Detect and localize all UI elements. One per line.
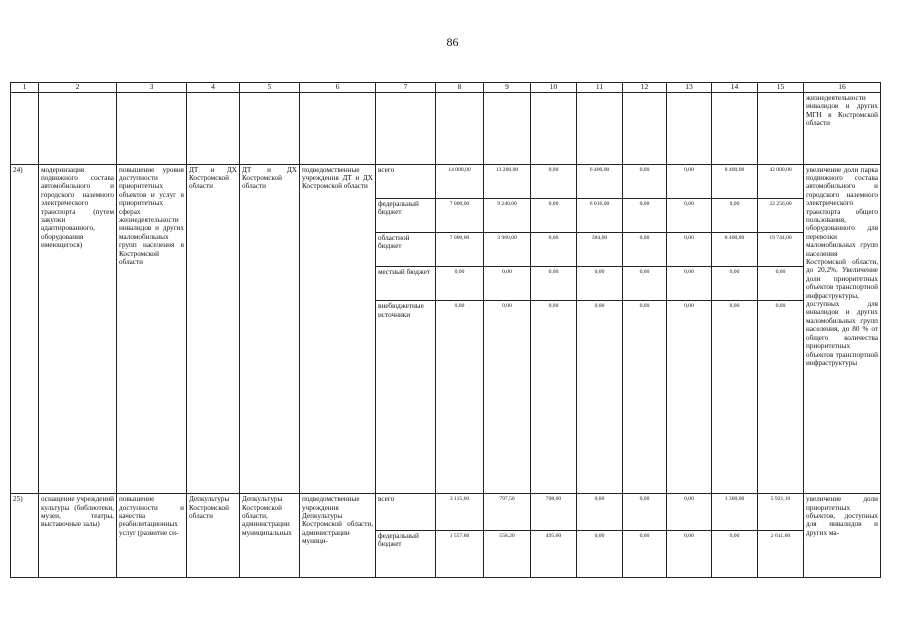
measure-participants: подведомственные учреждения Депкультуры Костромской области, администрации муници- [300, 494, 376, 578]
col-header: 11 [577, 83, 623, 93]
value-cell: 2 611,60 [758, 530, 804, 577]
col-header: 2 [39, 83, 117, 93]
value-cell: 0,00 [712, 198, 758, 232]
measure-responsible: ДТ и ДХ Костромской области [240, 164, 300, 494]
value-cell: 0,00 [712, 530, 758, 577]
value-cell: 3 115,60 [436, 494, 484, 530]
value-cell: 0,00 [531, 267, 577, 301]
value-cell: 7 000,00 [436, 232, 484, 266]
value-cell: 0,00 [667, 164, 712, 198]
col-header: 3 [117, 83, 187, 93]
value-cell: 5 921,10 [758, 494, 804, 530]
program-table [10, 82, 881, 578]
value-cell: 0,00 [531, 164, 577, 198]
value-cell: 3 960,00 [484, 232, 531, 266]
measure-responsible: Депкультуры Костромской области, администрации муниципальных [240, 494, 300, 578]
value-cell: 0,00 [577, 530, 623, 577]
row-number: 24) [11, 164, 39, 494]
source-label: внебюджетные источники [376, 301, 436, 494]
value-cell: 0,00 [623, 198, 667, 232]
carry-over-row [11, 92, 881, 164]
value-cell: 384,00 [577, 232, 623, 266]
value-cell: 8 400,00 [712, 164, 758, 198]
value-cell: 0,00 [667, 267, 712, 301]
source-label: всего [376, 494, 436, 530]
value-cell: 14 000,00 [436, 164, 484, 198]
source-label: всего [376, 164, 436, 198]
value-cell: 0,00 [577, 267, 623, 301]
value-cell: 708,00 [531, 494, 577, 530]
col-header: 7 [376, 83, 436, 93]
value-cell: 0,00 [623, 301, 667, 494]
measure-executor: ДТ и ДХ Костромской области [187, 164, 240, 494]
measure-executor: Депкультуры Костромской области [187, 494, 240, 578]
source-label: местный бюджет [376, 267, 436, 301]
measure-goal: повышение доступности и качества реабилитационных услуг (развитие си- [117, 494, 187, 578]
value-cell: 558,20 [484, 530, 531, 577]
value-cell: 42 000,00 [758, 164, 804, 198]
value-cell: 6 400,00 [577, 164, 623, 198]
value-cell: 13 200,00 [484, 164, 531, 198]
value-cell: 0,00 [623, 164, 667, 198]
col-header: 15 [758, 83, 804, 93]
carry-over-result: жизнедеятельности инвалидов и других МГН в Костромской области [804, 92, 881, 164]
value-cell: 22 256,00 [758, 198, 804, 232]
col-header: 16 [804, 83, 881, 93]
value-cell: 0,00 [667, 530, 712, 577]
value-cell: 797,50 [484, 494, 531, 530]
value-cell: 0,00 [484, 301, 531, 494]
value-cell: 1 557,80 [436, 530, 484, 577]
value-cell: 0,00 [758, 301, 804, 494]
value-cell: 19 744,00 [758, 232, 804, 266]
value-cell: 0,00 [484, 267, 531, 301]
value-cell: 0,00 [758, 267, 804, 301]
value-cell: 6 016,00 [577, 198, 623, 232]
row-number: 25) [11, 494, 39, 578]
source-label: областной бюджет [376, 232, 436, 266]
col-header: 5 [240, 83, 300, 93]
table-row [11, 494, 881, 530]
col-header: 8 [436, 83, 484, 93]
measure-result: увеличение доли приоритетных объектов, доступных для инвалидов и других ма- [804, 494, 881, 578]
value-cell: 0,00 [712, 301, 758, 494]
page-number: 86 [446, 35, 459, 49]
col-header: 6 [300, 83, 376, 93]
value-cell: 1 300,00 [712, 494, 758, 530]
value-cell: 0,00 [623, 232, 667, 266]
col-header: 13 [667, 83, 712, 93]
value-cell: 0,00 [531, 232, 577, 266]
col-header: 12 [623, 83, 667, 93]
value-cell: 0,00 [712, 267, 758, 301]
value-cell: 0,00 [667, 301, 712, 494]
value-cell: 0,00 [531, 301, 577, 494]
value-cell: 0,00 [577, 494, 623, 530]
source-label: федеральный бюджет [376, 530, 436, 577]
measure-participants: подведомственные учреждения ДТ и ДХ Костромской области [300, 164, 376, 494]
value-cell: 0,00 [436, 301, 484, 494]
table-row [11, 164, 881, 198]
col-header: 1 [11, 83, 39, 93]
value-cell: 0,00 [667, 232, 712, 266]
col-header: 4 [187, 83, 240, 93]
value-cell: 9 240,00 [484, 198, 531, 232]
measure-result: увеличение доли парка подвижного состава автомобильного и городского наземного электрического транспорта общего пользования, оборудованного для перевозки маломобильных групп населения Костромской области, до 20,2%. Увеличение доли приоритетных объектов транспортной инфраструктуры, доступных для инвалидов и других маломобильных групп населения, до 80 % от общего количества приоритетных объектов транспортной инфраструктуры [804, 164, 881, 494]
col-header: 9 [484, 83, 531, 93]
value-cell: 8 400,00 [712, 232, 758, 266]
col-header: 14 [712, 83, 758, 93]
measure-name: оснащение учреждений культуры (библиотеки, музеи, театры, выставочные залы) [39, 494, 117, 578]
value-cell: 0,00 [667, 494, 712, 530]
value-cell: 0,00 [623, 267, 667, 301]
value-cell: 0,00 [436, 267, 484, 301]
measure-name: модернизация подвижного состава автомобильного и городского наземного электрического транспорта (путем закупки адаптированного, оборудования имеющегося) [39, 164, 117, 494]
value-cell: 0,00 [531, 198, 577, 232]
value-cell: 495,60 [531, 530, 577, 577]
column-numbers-row [11, 83, 881, 93]
col-header: 10 [531, 83, 577, 93]
value-cell: 0,00 [623, 530, 667, 577]
value-cell: 7 000,00 [436, 198, 484, 232]
value-cell: 0,00 [667, 198, 712, 232]
measure-goal: повышение уровня доступности приоритетных объектов и услуг в приоритетных сферах жизнедеятельности инвалидов и других маломобильных групп населения в Костромской области [117, 164, 187, 494]
value-cell: 0,00 [577, 301, 623, 494]
value-cell: 0,00 [623, 494, 667, 530]
source-label: федеральный бюджет [376, 198, 436, 232]
